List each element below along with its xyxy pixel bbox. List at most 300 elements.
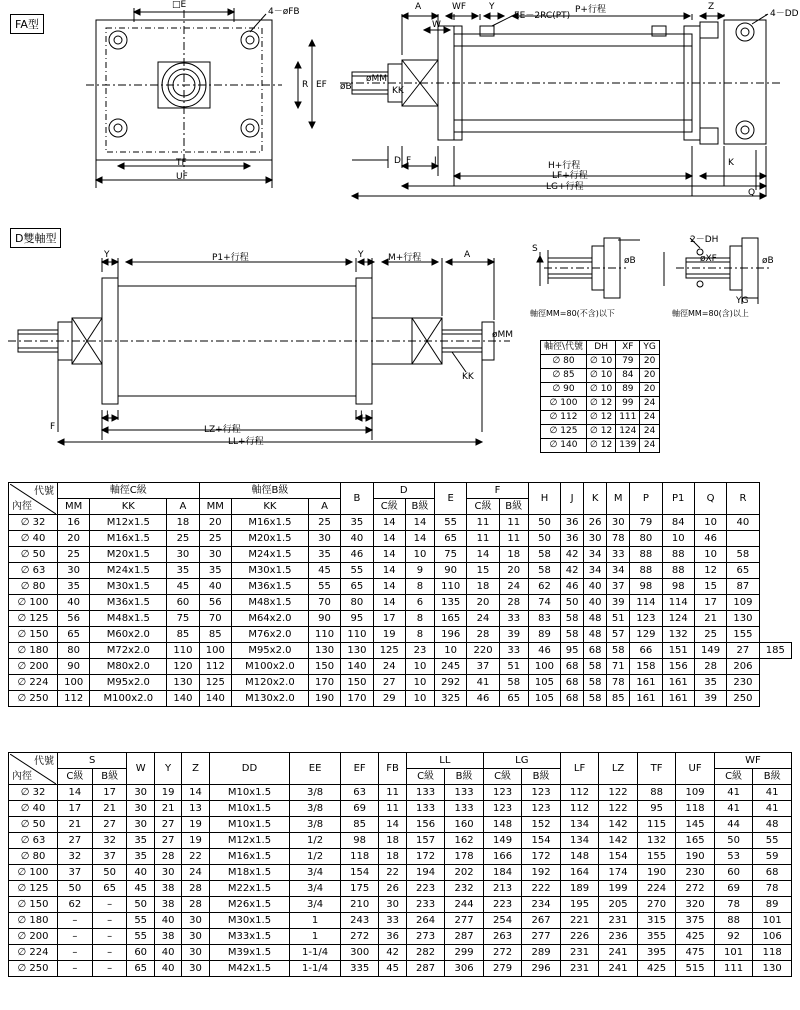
table-cell: 58 <box>584 675 607 691</box>
table-cell: M30x1.5 <box>90 579 167 595</box>
table-cell: 18 <box>379 849 406 865</box>
callout-tf: TF <box>176 158 187 168</box>
table-cell: 37 <box>92 849 127 865</box>
table-cell: 36 <box>379 929 406 945</box>
table-cell: 58 <box>607 643 630 659</box>
row-header-cell: ∅ 100 <box>9 865 58 881</box>
table-cell: 165 <box>435 611 467 627</box>
table-cell: 42 <box>561 563 584 579</box>
table-cell: 34 <box>584 547 607 563</box>
table-cell: M95x2.0 <box>231 643 308 659</box>
table-cell: 170 <box>308 675 340 691</box>
table-cell: 30 <box>199 547 231 563</box>
table-cell: 123 <box>483 801 522 817</box>
table-row <box>9 547 792 563</box>
callout-p1-stroke: P1+行程 <box>212 253 249 263</box>
table-cell: 105 <box>528 675 560 691</box>
table-cell: 51 <box>607 611 630 627</box>
table-row <box>541 425 660 439</box>
table-cell: 46 <box>467 691 499 707</box>
dh-header-1: DH <box>587 341 616 355</box>
table-cell: 111 <box>714 961 753 977</box>
table-cell: 14 <box>58 785 93 801</box>
table-cell: 320 <box>676 897 715 913</box>
table-cell: 41 <box>753 785 792 801</box>
table-cell: 30 <box>584 531 607 547</box>
table-cell: 40 <box>584 579 607 595</box>
table-cell: M120x2.0 <box>231 675 308 691</box>
callout-4-fb: 4－øFB <box>268 7 300 17</box>
table-cell: 289 <box>522 945 561 961</box>
callout-a: A <box>415 2 422 12</box>
callout-lz-stroke: LZ+行程 <box>204 425 241 435</box>
table-cell: 241 <box>599 961 638 977</box>
table-cell: 3/8 <box>290 817 341 833</box>
table-cell: M10x1.5 <box>209 817 290 833</box>
table-cell: 165 <box>676 833 715 849</box>
callout-lf-stroke: LF+行程 <box>552 171 588 181</box>
dh-table <box>540 340 660 453</box>
table-cell: 20 <box>199 515 231 531</box>
table-cell: 140 <box>199 691 231 707</box>
table-cell: 172 <box>406 849 445 865</box>
table-cell: 14 <box>373 563 405 579</box>
t1-head-J: J <box>561 483 584 515</box>
table-cell: 10 <box>694 515 726 531</box>
table-cell: 20 <box>640 355 659 369</box>
t1-head-B: B <box>341 483 373 515</box>
table-cell: 287 <box>445 929 484 945</box>
table-cell: 112 <box>560 801 599 817</box>
t2-sub-lg-c: C級 <box>483 769 522 785</box>
table-cell: 233 <box>406 897 445 913</box>
table-cell: 89 <box>753 897 792 913</box>
table-cell: 133 <box>445 801 484 817</box>
table-cell: 264 <box>406 913 445 929</box>
table-cell: 27 <box>154 817 181 833</box>
row-header-cell: ∅ 250 <box>9 691 58 707</box>
table-cell: – <box>92 897 127 913</box>
table-cell: 231 <box>560 961 599 977</box>
callout-r: R <box>302 80 309 90</box>
table-cell: 40 <box>154 961 181 977</box>
table-cell: ∅ 10 <box>587 369 616 383</box>
table-cell: 8 <box>405 579 434 595</box>
table-cell: 150 <box>341 675 373 691</box>
table-cell: 98 <box>662 579 694 595</box>
callout-mm: øMM <box>366 74 388 84</box>
table-cell: 18 <box>467 579 499 595</box>
table-cell: 11 <box>467 531 499 547</box>
table-cell: 196 <box>435 627 467 643</box>
table-row <box>541 411 660 425</box>
table-cell: 124 <box>616 425 640 439</box>
table-cell: 46 <box>341 547 373 563</box>
table-cell: 58 <box>561 611 584 627</box>
table-cell: 14 <box>467 547 499 563</box>
t1-head-H: H <box>528 483 560 515</box>
callout-yg: YG <box>736 296 749 306</box>
table-cell: 118 <box>753 945 792 961</box>
table-cell: 170 <box>341 691 373 707</box>
t2-sub-wf-b: B級 <box>753 769 792 785</box>
table-cell: 9 <box>405 563 434 579</box>
table-cell: 149 <box>694 643 726 659</box>
row-header-cell: ∅ 180 <box>9 643 58 659</box>
table-cell: 21 <box>154 801 181 817</box>
table-cell: 122 <box>599 785 638 801</box>
table-row <box>9 945 792 961</box>
table-cell: 1 <box>290 913 341 929</box>
table-cell: 50 <box>58 881 93 897</box>
table-cell: 65 <box>127 961 154 977</box>
table-cell: 100 <box>199 643 231 659</box>
table-cell: 65 <box>727 563 759 579</box>
table-cell: 21 <box>694 611 726 627</box>
table-cell: 41 <box>753 801 792 817</box>
t1-header-row-1 <box>9 483 792 499</box>
table-cell: 3/4 <box>290 881 341 897</box>
table-cell: 120 <box>167 659 199 675</box>
table-cell: 60 <box>127 945 154 961</box>
dimension-table-1 <box>8 482 792 707</box>
table-cell: 236 <box>599 929 638 945</box>
t2-head-Y: Y <box>154 753 181 785</box>
table-cell: 30 <box>182 913 209 929</box>
table-cell: M30x1.5 <box>209 913 290 929</box>
table-cell: 27 <box>373 675 405 691</box>
table-cell: 25 <box>694 627 726 643</box>
table-cell: 65 <box>499 691 528 707</box>
table-cell: M39x1.5 <box>209 945 290 961</box>
table-cell: 42 <box>379 945 406 961</box>
table-row <box>9 595 792 611</box>
table-cell: 194 <box>406 865 445 881</box>
table-cell: 35 <box>127 833 154 849</box>
row-header-cell: ∅ 200 <box>9 929 58 945</box>
table-cell: 123 <box>522 801 561 817</box>
row-header-cell: ∅ 150 <box>9 897 58 913</box>
table-cell: 132 <box>637 833 676 849</box>
table-cell: 24 <box>499 579 528 595</box>
table-cell: M42x1.5 <box>209 961 290 977</box>
table-cell: 40 <box>341 531 373 547</box>
table-cell: 30 <box>58 563 90 579</box>
table-cell: 270 <box>637 897 676 913</box>
table-cell: 17 <box>58 801 93 817</box>
table-cell: 154 <box>340 865 379 881</box>
callout-d-kk: KK <box>462 372 474 382</box>
table-row <box>9 801 792 817</box>
t2-sub-s-b: B級 <box>92 769 127 785</box>
table-cell: 90 <box>435 563 467 579</box>
table-cell: 161 <box>662 675 694 691</box>
table-cell: 38 <box>154 897 181 913</box>
table-cell: M36x1.5 <box>90 595 167 611</box>
t2-header-row-1 <box>9 753 792 769</box>
table-cell: 206 <box>727 659 759 675</box>
table-cell: 130 <box>727 611 759 627</box>
table-cell: 85 <box>167 627 199 643</box>
table-cell: 30 <box>182 929 209 945</box>
callout-p-stroke: P+行程 <box>575 5 606 15</box>
table-cell: 234 <box>522 897 561 913</box>
table-cell: M10x1.5 <box>209 785 290 801</box>
table-cell: 20 <box>640 369 659 383</box>
table-row <box>541 369 660 383</box>
table-cell: 231 <box>599 913 638 929</box>
callout-lg-stroke: LG+行程 <box>546 182 584 192</box>
table-cell: 8 <box>405 627 434 643</box>
callout-d-mm: øMM <box>492 330 514 340</box>
table-cell: M72x2.0 <box>90 643 167 659</box>
table-cell: 22 <box>182 849 209 865</box>
table-cell: 50 <box>528 531 560 547</box>
callout-uf: UF <box>176 172 188 182</box>
table-cell: 189 <box>560 881 599 897</box>
row-header-cell: ∅ 63 <box>9 563 58 579</box>
table-cell: M18x1.5 <box>209 865 290 881</box>
table-row <box>9 579 792 595</box>
table-cell: 161 <box>630 691 662 707</box>
table-cell: 45 <box>379 961 406 977</box>
table-cell: 90 <box>58 659 90 675</box>
table-cell: 11 <box>499 531 528 547</box>
table-cell: 60 <box>167 595 199 611</box>
callout-d-y1: Y <box>104 250 110 260</box>
table-cell: 129 <box>630 627 662 643</box>
table-cell: 15 <box>694 579 726 595</box>
t1-head-F: F <box>467 483 528 499</box>
table-cell: 273 <box>406 929 445 945</box>
table-cell: 50 <box>127 897 154 913</box>
table-cell: 14 <box>379 817 406 833</box>
table-cell: 85 <box>199 627 231 643</box>
callout-ee-2rc: EE－2RC(PT) <box>514 11 571 21</box>
table-cell: 79 <box>616 355 640 369</box>
table-cell: 53 <box>714 849 753 865</box>
table-cell: 10 <box>694 547 726 563</box>
table-cell: 300 <box>340 945 379 961</box>
row-header-cell: ∅ 63 <box>9 833 58 849</box>
table-cell: 192 <box>522 865 561 881</box>
table-cell: 28 <box>182 881 209 897</box>
t2-head-EE: EE <box>290 753 341 785</box>
callout-d-a: A <box>464 250 471 260</box>
t1-sub-a-b: A <box>308 499 340 515</box>
table-cell: 18 <box>167 515 199 531</box>
row-header-cell: ∅ 180 <box>9 913 58 929</box>
table-cell: 21 <box>92 801 127 817</box>
table-cell: M80x2.0 <box>90 659 167 675</box>
table-cell: 42 <box>561 547 584 563</box>
table-cell: 80 <box>630 531 662 547</box>
table-cell: 45 <box>167 579 199 595</box>
table-cell: 28 <box>467 627 499 643</box>
table-cell: 65 <box>341 579 373 595</box>
table-cell: 11 <box>379 785 406 801</box>
table-cell: 37 <box>607 579 630 595</box>
table-cell: 62 <box>528 579 560 595</box>
table-cell: 149 <box>483 833 522 849</box>
table-cell: M130x2.0 <box>231 691 308 707</box>
table-cell: 133 <box>445 785 484 801</box>
row-header-cell: ∅ 85 <box>541 369 587 383</box>
table-cell: 32 <box>92 833 127 849</box>
t2-head-LL: LL <box>406 753 483 769</box>
table-cell: 118 <box>676 801 715 817</box>
table-cell: 3/8 <box>290 785 341 801</box>
table-cell: 58 <box>727 547 759 563</box>
table-cell: 296 <box>522 961 561 977</box>
table-cell: 162 <box>445 833 484 849</box>
table-cell: 375 <box>676 913 715 929</box>
callout-2-dh: 2－DH <box>690 235 719 245</box>
table-cell: 16 <box>58 515 90 531</box>
callout-4-dd: 4－DD <box>770 9 799 19</box>
callout-xf: øXF <box>700 254 717 264</box>
table-cell: 95 <box>561 643 584 659</box>
table-cell: 155 <box>727 627 759 643</box>
table-cell: 395 <box>637 945 676 961</box>
table-cell: 27 <box>727 643 759 659</box>
table-cell: 14 <box>373 579 405 595</box>
table-cell: 205 <box>599 897 638 913</box>
table-cell: 58 <box>528 547 560 563</box>
table-cell: 32 <box>58 849 93 865</box>
table-cell: 174 <box>599 865 638 881</box>
table-cell: 70 <box>308 595 340 611</box>
table-cell: 37 <box>58 865 93 881</box>
table-row <box>9 881 792 897</box>
row-header-cell: ∅ 80 <box>9 849 58 865</box>
callout-m-stroke: M+行程 <box>388 253 422 263</box>
table-cell: 11 <box>467 515 499 531</box>
table-cell: 90 <box>308 611 340 627</box>
table-cell: 19 <box>182 817 209 833</box>
t2-head-TF: TF <box>637 753 676 785</box>
t1-head-Q: Q <box>694 483 726 515</box>
row-header-cell: ∅ 100 <box>9 595 58 611</box>
row-header-cell: ∅ 50 <box>9 547 58 563</box>
table-cell: 48 <box>584 627 607 643</box>
table-cell: ∅ 12 <box>587 439 616 453</box>
table-cell: M100x2.0 <box>90 691 167 707</box>
table-cell: 244 <box>445 897 484 913</box>
callout-ll-stroke: LL+行程 <box>228 437 264 447</box>
callout-z: Z <box>708 2 715 12</box>
table-cell: 39 <box>607 595 630 611</box>
table-cell: 10 <box>435 643 467 659</box>
table-cell: – <box>58 913 93 929</box>
table-row <box>9 865 792 881</box>
table-cell: 20 <box>640 383 659 397</box>
table-cell <box>727 531 759 547</box>
table-cell: 40 <box>154 945 181 961</box>
table-cell: M30x1.5 <box>231 563 308 579</box>
table-cell: 292 <box>435 675 467 691</box>
table-cell: 124 <box>662 611 694 627</box>
table-cell: 112 <box>560 785 599 801</box>
table-cell: 30 <box>379 897 406 913</box>
table-cell: 28 <box>154 849 181 865</box>
table-cell: 263 <box>483 929 522 945</box>
table-cell: 17 <box>373 611 405 627</box>
table-cell: 30 <box>167 547 199 563</box>
table-cell: 63 <box>340 785 379 801</box>
table-cell: 55 <box>435 515 467 531</box>
table-cell: 130 <box>753 961 792 977</box>
table-cell: 134 <box>560 833 599 849</box>
table-cell: 130 <box>341 643 373 659</box>
table-cell: 224 <box>637 881 676 897</box>
table-cell: 33 <box>499 611 528 627</box>
table-cell: M10x1.5 <box>209 801 290 817</box>
table-cell: 69 <box>714 881 753 897</box>
table-cell: 115 <box>637 817 676 833</box>
table-cell: 25 <box>308 515 340 531</box>
t1-corner-cell: 代號 內徑 <box>9 483 58 515</box>
table-cell: 190 <box>676 849 715 865</box>
table-cell: 41 <box>467 675 499 691</box>
table-cell: 65 <box>435 531 467 547</box>
table-cell: M36x1.5 <box>231 579 308 595</box>
table-cell: 267 <box>522 913 561 929</box>
table-cell: 123 <box>630 611 662 627</box>
table-cell: 30 <box>127 801 154 817</box>
table-cell: 40 <box>199 579 231 595</box>
table-row <box>9 675 792 691</box>
table-cell: 30 <box>182 961 209 977</box>
table-cell: 56 <box>58 611 90 627</box>
table-cell: 132 <box>662 627 694 643</box>
table-cell: 231 <box>560 945 599 961</box>
table-cell: 24 <box>640 439 659 453</box>
table-cell: 39 <box>499 627 528 643</box>
t1-group-c: 軸徑C級 <box>58 483 200 499</box>
table-cell: M16x1.5 <box>90 531 167 547</box>
callout-j: J <box>434 156 437 166</box>
t2-head-UF: UF <box>676 753 715 785</box>
table-cell: 88 <box>630 547 662 563</box>
table-cell: 277 <box>522 929 561 945</box>
table-cell: 109 <box>727 595 759 611</box>
row-header-cell: ∅ 90 <box>541 383 587 397</box>
table-cell: 140 <box>167 691 199 707</box>
table-cell: 25 <box>167 531 199 547</box>
table-cell: 425 <box>676 929 715 945</box>
table-cell: 78 <box>714 897 753 913</box>
table-cell: M24x1.5 <box>90 563 167 579</box>
table-cell: 48 <box>584 611 607 627</box>
table-cell: 241 <box>599 945 638 961</box>
table-cell: 33 <box>379 913 406 929</box>
dh-table-header-row <box>541 341 660 355</box>
table-cell: 325 <box>435 691 467 707</box>
table-cell: 135 <box>435 595 467 611</box>
table-cell: 46 <box>528 643 560 659</box>
table-cell: 11 <box>379 801 406 817</box>
table-cell: 40 <box>127 865 154 881</box>
row-header-cell: ∅ 150 <box>9 627 58 643</box>
table-cell: 287 <box>406 961 445 977</box>
table-cell: 24 <box>640 411 659 425</box>
row-header-cell: ∅ 112 <box>541 411 587 425</box>
table-cell: 14 <box>182 785 209 801</box>
t2-sub-wf-c: C級 <box>714 769 753 785</box>
table-cell: 156 <box>662 659 694 675</box>
table-cell: 40 <box>154 913 181 929</box>
